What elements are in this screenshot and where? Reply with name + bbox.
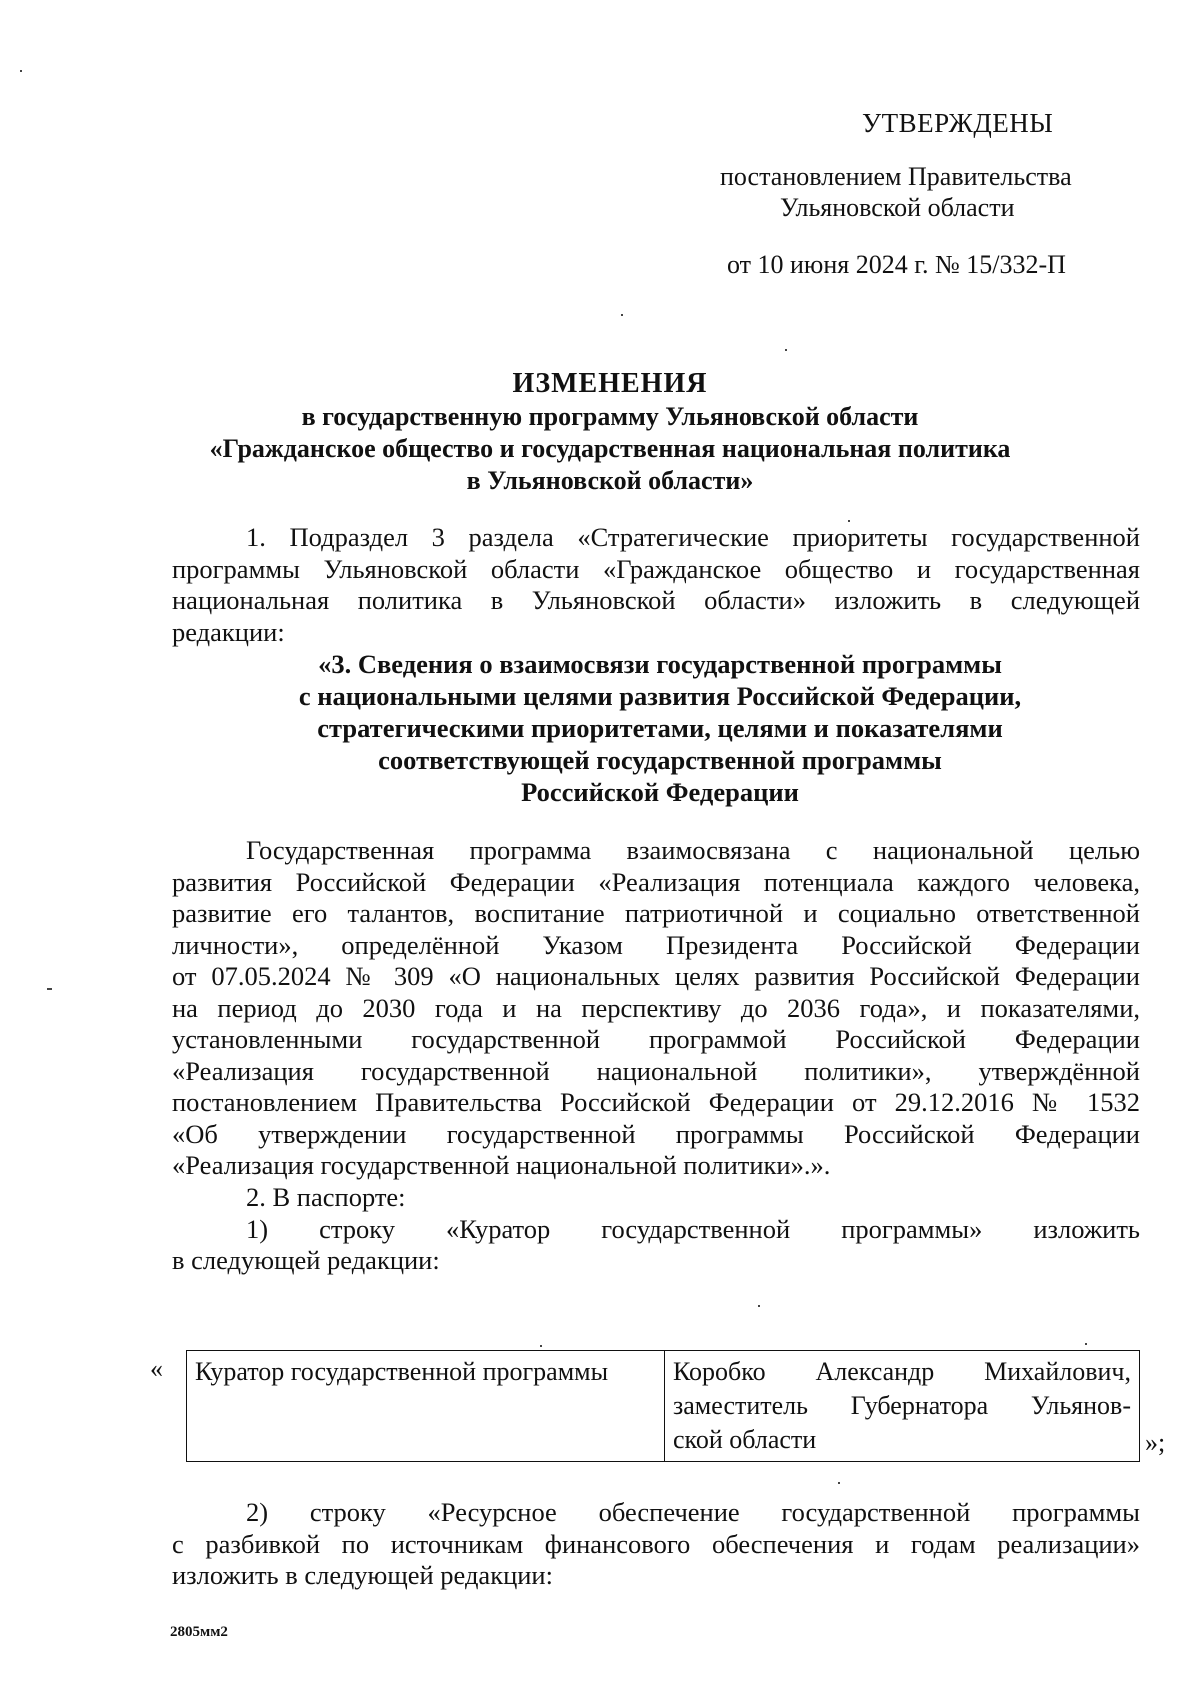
- item-2-sub1-line: в следующей редакции:: [172, 1245, 440, 1275]
- sub2-line: с разбивкой по источникам финансового обеспечения и годам реализации»: [172, 1528, 1140, 1559]
- scan-speck: [785, 349, 787, 351]
- table-open-quote: «: [150, 1354, 163, 1383]
- sub2-line: 2) строку «Ресурсное обеспечение государственной программы: [246, 1497, 1140, 1527]
- item-2-paragraph: [172, 1182, 1140, 1277]
- sub2-line: изложить в следующей редакции:: [172, 1560, 553, 1590]
- curator-value-cell: [665, 1351, 1139, 1461]
- title-line-2: «Гражданское общество и государственная национальная политика: [209, 434, 1011, 463]
- scan-speck: [20, 70, 22, 72]
- approved-label: УТВЕРЖДЕНЫ: [862, 108, 1054, 138]
- curator-label-cell: Куратор государственной программы: [187, 1351, 665, 1461]
- body-paragraph: [172, 835, 1140, 1182]
- footer-code: 2805мм2: [170, 1624, 228, 1640]
- item-1-line: редакции:: [172, 616, 285, 647]
- scan-speck: [621, 314, 623, 316]
- body-line: развитие его талантов, воспитание патриотичной и социально ответственной: [172, 898, 1140, 928]
- decree-line-3: от 10 июня 2024 г. № 15/332-П: [727, 250, 1066, 279]
- body-line: «Реализация государственной национальной политики», утверждённой: [172, 1055, 1140, 1086]
- curator-table: [186, 1350, 1140, 1462]
- item-1-paragraph: [172, 522, 1140, 648]
- section-heading-line: с национальными целями развития Российской Федерации,: [298, 681, 1022, 711]
- title-line-1: в государственную программу Ульяновской области: [301, 402, 919, 431]
- curator-value-line: заместитель Губернатора Ульянов-: [673, 1391, 1131, 1420]
- body-line: «Об утверждении государственной программы Российской Федерации: [172, 1118, 1140, 1149]
- body-line: установленными государственной программой Российской Федерации: [172, 1024, 1140, 1054]
- item-1-line: национальная политика в Ульяновской области» изложить в следующей: [172, 585, 1140, 615]
- scan-speck: [47, 988, 52, 990]
- section-heading-line: «3. Сведения о взаимосвязи государственной программы: [318, 649, 1002, 679]
- scan-speck: [540, 1345, 542, 1347]
- decree-line-1: постановлением Правительства: [720, 162, 1072, 191]
- table-close-quote: »;: [1145, 1428, 1166, 1457]
- title-line-3: в Ульяновской области»: [466, 466, 754, 495]
- body-line: личности», определённой Указом Президента Российской Федерации: [172, 929, 1140, 960]
- section-heading-line: Российской Федерации: [521, 777, 799, 807]
- body-line: «Реализация государственной национальной политики».».: [172, 1150, 831, 1180]
- body-line: Государственная программа взаимосвязана с национальной целью: [246, 835, 1140, 865]
- body-line: от 07.05.2024 № 309 «О национальных целях развития Российской Федерации: [172, 961, 1140, 991]
- body-line: на период до 2030 года и на перспективу до 2036 года», и показателями,: [172, 992, 1140, 1023]
- section-heading-line: стратегическими приоритетами, целями и показателями: [317, 713, 1003, 743]
- scan-speck: [838, 1482, 840, 1484]
- scan-speck: [848, 520, 850, 522]
- curator-value-line: ской области: [673, 1425, 817, 1454]
- scan-speck: [1085, 1343, 1087, 1345]
- item-2-sub1-line: 1) строку «Куратор государственной программы» изложить: [246, 1213, 1140, 1244]
- section-heading: [220, 648, 1100, 808]
- document-title: ИЗМЕНЕНИЯ: [512, 368, 708, 399]
- item-2-sub2-paragraph: [172, 1497, 1140, 1592]
- item-2-title: 2. В паспорте:: [246, 1182, 406, 1212]
- item-1-line: программы Ульяновской области «Гражданское общество и государственная: [172, 553, 1140, 584]
- scan-speck: [758, 1305, 760, 1307]
- body-line: развития Российской Федерации «Реализация потенциала каждого человека,: [172, 866, 1140, 897]
- curator-value-line: Коробко Александр Михайлович,: [673, 1357, 1131, 1386]
- section-heading-line: соответствующей государственной программы: [378, 745, 942, 775]
- body-line: постановлением Правительства Российской Федерации от 29.12.2016 № 1532: [172, 1087, 1140, 1117]
- decree-line-2: Ульяновской области: [780, 193, 1015, 222]
- item-1-line: 1. Подраздел 3 раздела «Стратегические приоритеты государственной: [246, 522, 1140, 552]
